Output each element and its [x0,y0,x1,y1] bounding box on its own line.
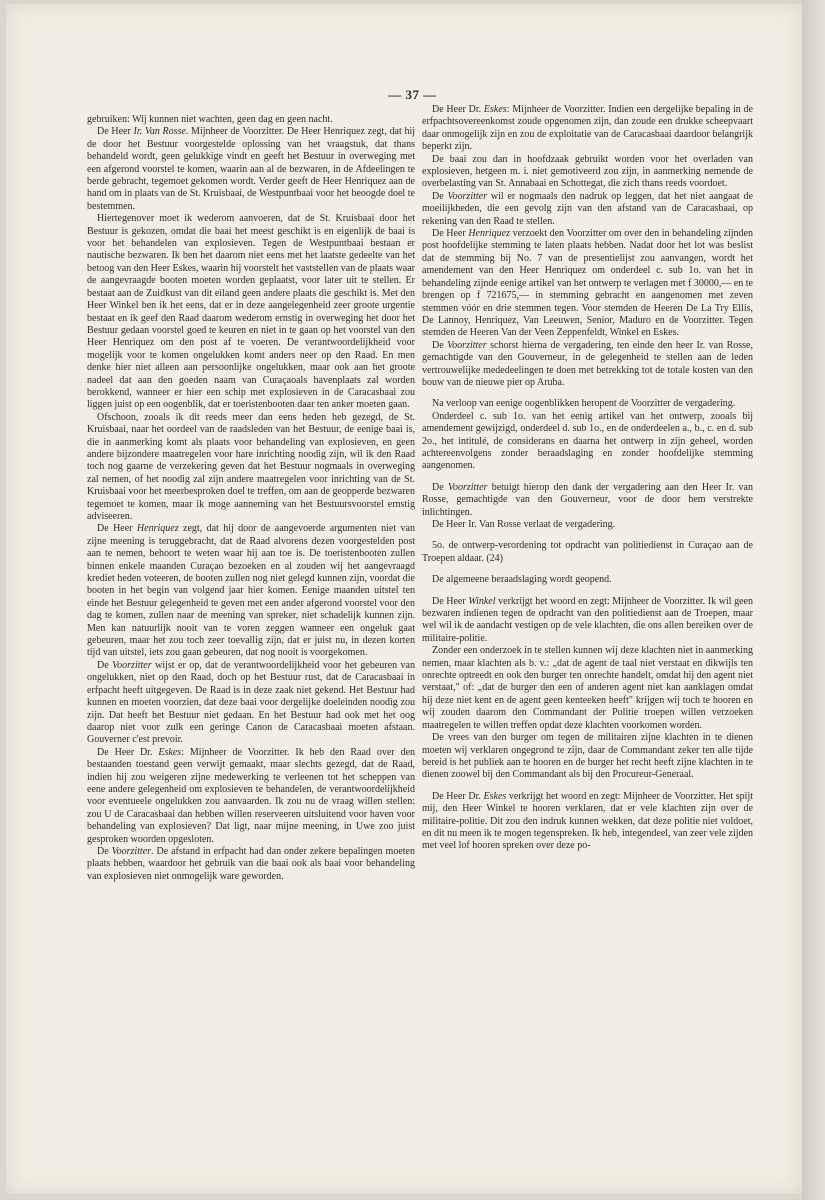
paragraph [87,412,415,524]
paragraph [422,228,753,340]
paragraph [87,846,415,883]
paragraph-text: De [432,481,448,493]
paragraph-text: schorst hierna de vergadering, ten einde den heer Ir. van Rosse, gemachtigde van den Gouverneur, in de gelegenheid te stellen aan de leden vertrouwelijke mededeelingen te doen met betrekking tot de totale kosten van den bouw van de nieuwe pier op Aruba. [422,339,753,388]
paragraph-text: : Mijnheer de Voorzitter. Ik heb den Raad over den bestaanden toestand geen verwijt gemaakt, maar slechts gezegd, dat de Raad, indien hij zou weigeren zijne medewerking te verleenen tot het scheppen van eene andere gelegenheid om explosieven te behandelen, de verantwoordelijkheid voor eventueele ongelukken zou aanvaarden. Ik zou nu de vraag willen stellen: zou U de Caracasbaai dan hebben willen reserveeren uitsluitend voor haven voor behandeling van explosieven? Dat ligt, naar mijne meening, in Uwe zoo juist gesproken woorden opgesloten. [87,746,415,845]
paragraph-text: De Heer Dr. [97,746,159,758]
page-number: — 37 — [388,87,437,102]
paragraph [87,523,415,659]
paragraph-text: De Heer [97,126,134,138]
paragraph [422,411,753,473]
speaker-name: Eskes [483,104,507,115]
speaker-name: Voorzitter [447,339,487,351]
paragraph-text: verzoekt den Voorzitter om over den in behandeling zijnden post hoofdelijke stemming te laten plaats hebben. Nadat door het lot was beslist dat de stemming bij No. 7 van de presentielijst zou aanvangen, wordt het amendement van den Heer Henriquez om onderdeel c. sub 1o. van het in behandeling zijnde eenige artikel van het ontwerp te verlagen met f 30000,— en te brengen op f 721675,— in stemming gebracht en aangenomen met zeven stemmen vóór en drie stemmen tegen. Voor stemden de Heeren De La Try Ellis, De Lannoy, Henriquez, Van Leeuwen, Senior, Maduro en de Voorzitter. Tegen stemden de Heeren Van der Veen Zeppenfeldt, Winkel en Eskes. [422,228,753,339]
paragraph [422,574,753,586]
paragraph [422,519,753,531]
speaker-name: Eskes [483,790,507,802]
paragraph-text: De Heer [432,595,469,607]
paragraph-text: De [97,659,113,671]
paragraph-text: De baai zou dan in hoofdzaak gebruikt worden voor het overladen van explosieven, hetgeen m. i. niet gemotiveerd zou zijn, in aanmerking nemende de overbelasting van St. Annabaai en Schottegat, die zich thans reeds voordoet. [422,153,753,190]
paragraph [87,126,415,213]
paragraph [87,213,415,412]
paragraph-text: Na verloop van eenige oogenblikken heropent de Voorzitter de vergadering. [432,398,736,410]
speaker-name: Henriquez [468,228,510,240]
paragraph [422,191,753,228]
paragraph-text: zegt, dat hij door de aangevoerde argumenten niet van zijne meening is teruggebracht, dat de Raad alvorens dezen voorgestelden post aan te nemen, behoort te weten waar hij aan toe is. De toeristenbooten zullen binnen enkele maanden Curaçao bezoeken en al zouden wij het aangevraagd krediet heden voteeren, de booten zullen nog niet gelegd kunnen zijn, voordat die booten in het begin van volgend jaar hier komen. Eenige maanden uitstel ten einde het Bestuur gelegenheid te geven met een ander afgerond voorstel voor den dag te komen, zullen naar de meening van spreker, niet schadelijk kunnen zijn. Men kan natuurlijk nooit van te voren zeggen wanneer een ongeluk gaat gebeuren, maar het zou toch zeer toevallig zijn, dat er juist nu, in dezen korten tijd van uitstel, iets zou gaan gebeuren, dat nog nooit is voorgekomen. [87,523,415,659]
speaker-name: Voorzitter [111,845,152,857]
paragraph-text: De [97,845,112,857]
speaker-name: Voorzitter [112,659,152,671]
paragraph-text: Onderdeel c. sub 1o. van het eenig artikel van het ontwerp, zooals bij amendement gewijzigd, onderdeel d. sub 1o., en de onderdeelen a., b., c. en d. sub 2o., het intitulé, de considerans en daarna het ontwerp in zijn geheel, worden achtereenvolgens zonder beraadslaging en zonder hoofdelijke stemming aangenomen. [422,410,753,472]
speaker-name: Voorzitter [447,481,488,493]
paragraph-text: De algemeene beraadslaging wordt geopend. [432,574,612,586]
left-column [87,114,415,1174]
paragraph-text: betuigt hierop den dank der vergadering aan den Heer Ir. van Rosse, gemachtigde van den Gouverneur, voor de door hem verstrekte inlichtingen. [422,481,753,518]
paragraph [422,482,753,519]
paragraph-text: gebruiken: Wij kunnen niet wachten, geen dag en geen nacht. [87,114,333,125]
right-column [422,104,753,1164]
paragraph [422,540,753,565]
paragraph-text: verkrijgt het woord en zegt: Mijnheer de Voorzitter. Ik wil geen bezwaren indienen tegen de opdracht van den politiedienst aan de Troepen, maar wel wil ik de aandacht vestigen op de vele klachten, die ons allen bereiken over de militaire-politie. [422,595,753,644]
speaker-name: Winkel [468,595,496,607]
paragraph [87,660,415,747]
paragraph [422,398,753,410]
paragraph-text: De [432,190,448,202]
paragraph-text: wil er nogmaals den nadruk op leggen, dat het niet aangaat de moeilijkheden, die een gevolg zijn van den afstand van de Caracasbaai, op rekening van den Raad te stellen. [422,190,753,227]
paragraph-text: . De afstand in erfpacht had dan onder zekere bepalingen moeten plaats hebben, waardoor het gebruik van die baai ook als baai voor behandeling van explosieven niet onmogelijk ware geworden. [87,845,415,882]
paragraph-text: Zonder een onderzoek in te stellen kunnen wij deze klachten niet in aanmerking nemen, maar klachten als b. v.: „dat de agent de taal niet verstaat en dikwijls ten onrechte optreedt en ook den burger ten onrechte handelt, omdat hij den agent niet verstaat," of: „dat de burger den een of anderen agent niet kan aanklagen omdat hij deze niet kent en de agent geen kenteeken heeft" krijgen wij toch te hooren en wij zouden daarom den Commandant der Politie troepen willen verzoeken maatregelen te willen treffen opdat deze klachten voorkomen worden. [422,645,753,731]
paragraph [87,114,415,126]
paragraph-text: De [432,339,448,351]
speaker-name: Ir. Van Rosse. [133,126,189,138]
paragraph-text: Ofschoon, zooals ik dit reeds meer dan eens heden heb gezegd, de St. Kruisbaai, naar het oordeel van de raadsleden van het Bestuur, de eenige baai is, die in aanmerking komt als plaats voor behandeling van explosieven, en geen andere bijzondere maatregelen voor hare inrichting noodig zijn, wil ik den Raad toch nog gaarne de verzekering geven dat het Bestuur nogmaals in overweging zal nemen, of het noodig zal zijn andere maatregelen voor inrichting van de St. Kruisbaai voor het meerbesproken doel te treffen, om aan de geopperde bezwaren tegemoet te komen, maar ik moge aanneming van het Bestuursvoorstel ernstig adviseeren. [87,411,415,522]
paragraph-text: Hiertegenover moet ik wederom aanvoeren, dat de St. Kruisbaai door het Bestuur is gekozen, omdat die baai het meest geschikt is en eigenlijk de baai is voor het behandelen van explosieven. Tegen de Westpuntbaai bestaan er nautische bezwaren. Ik ben het daarom niet eens met het laatste gedeelte van het betoog van den Heer Eskes, waarin hij voorstelt het vaststellen van de plaats waar de aangevraagde booten moeten worden geplaatst, voor later uit te stellen. Er bestaat aan de Zuidkust van dit eiland geen andere plaats die geschikt is. Met den Heer Winkel ben ik het eens, dat er in deze aangelegenheid zeer groote urgentie bestaat en ik geef den Raad daarom wederom ernstig in overweging het door het Bestuur gedaan voorstel goed te keuren en niet in te gaan op het voorstel van den Heer Henriquez om den post af te voeren. De verantwoordelijkheid voor mogelijk voor te komen ongelukken komt anders neer op den Raad. En men denke hier niet alleen aan persoonlijke ongelukken, maar ook aan het groote nadeel dat aan den goeden naam van Curaçaoals havenplaats zal worden berokkend, wanneer er hier een schip met explosieven in de Caracasbaai zou liggen juist op een oogenblik, dat er toeristenbooten daar ten anker moeten gaan. [87,213,415,411]
paragraph [422,104,753,154]
paragraph-text: Mijnheer de Voorzitter. De Heer Henriquez zegt, dat hij de door het Bestuur voorgestelde oplossing van het vraagstuk, dat thans behandeld wordt, geen gelukkige vindt en geeft het Bestuur in overweging met een afgerond voorstel te komen, waarin aan al de bezwaren, in de Afdeelingen te berde gebracht, tegemoet gekomen wordt. Verder geeft de Heer Henriquez aan de hand om in plaats van de St. Kruisbaai, de Westpuntbaai voor het beoogde doel te bestemmen. [87,126,415,212]
paragraph-text: De Heer Dr. [432,104,484,115]
paragraph-text: De vrees van den burger om tegen de militairen zijne klachten in te dienen moeten wij verklaren ongegrond te zijn, daar de Commandant zeker ten alle tijde bereid is het publiek aan te hooren en de burger het recht heeft zijne klachten in te dienen zoowel bij den Commandant als bij den Procureur-Generaal. [422,732,753,781]
paragraph [422,732,753,782]
paragraph [422,645,753,732]
page-edge [802,0,825,1200]
paragraph-text: De Heer [432,228,469,240]
paragraph-text: De Heer [97,523,137,535]
paragraph [422,340,753,390]
paragraph [422,154,753,191]
paragraph [422,791,753,853]
paragraph-text: wijst er op, dat de verantwoordelijkheid voor het gebeuren van ongelukken, niet op den Raad, doch op het Bestuur rust, dat de Caracasbaai in erfpacht heeft uitgegeven. De Raad is in deze zaak niet gekend. Het Bestuur had kunnen en moeten voorzien, dat deze baai voor dergelijke doeleinden noodig zou zijn. Dat heeft het Bestuur niet gedaan. En het Bestuur had ook met het oog daarop niet voor zulk een geringe Canon de Caracasbaai moeten afstaan. Gouverner c'est prevoir. [87,659,415,746]
paragraph [87,747,415,846]
speaker-name: Eskes [158,746,182,758]
paragraph-text: : Mijnheer de Voorzitter. Indien een dergelijke bepaling in de erfpachtsovereenkomst zoude opgenomen zijn, dan zoude een drukke scheepvaart daar onmogelijk zijn en zou de exploitatie van de Caracasbaai daardoor belangrijk beperkt zijn. [422,104,753,153]
paragraph-text: 5o. de ontwerp-verordening tot opdracht van politiedienst in Curaçao aan de Troepen aldaar. (24) [422,540,753,564]
paragraph-text: De Heer Ir. Van Rosse verlaat de vergadering. [432,519,616,530]
paragraph-text: De Heer Dr. [432,790,484,802]
speaker-name: Henriquez [136,523,179,535]
speaker-name: Voorzitter [447,190,487,202]
paragraph [422,596,753,646]
paragraph-text: verkrijgt het woord en zegt: Mijnheer de Voorzitter. Het spijt mij, den Heer Winkel te hooren verklaren, dat er vele klachten zijn over de militaire-politie. Dit zou den indruk kunnen wekken, dat deze politie niet voldoet, en dit nu meen ik te mogen tegenspreken. Ik heb, integendeel, van zeer vele zijden met veel lof hooren spreken over deze po- [422,790,753,852]
